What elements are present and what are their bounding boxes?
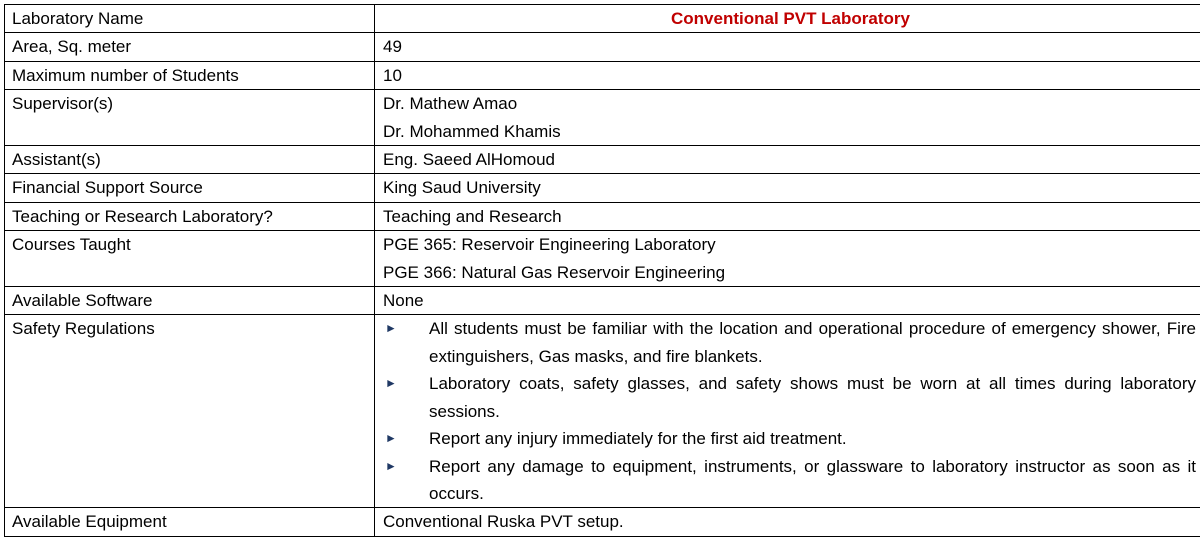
safety-rule bbox=[383, 453, 1198, 508]
max-students-value: 10 bbox=[375, 61, 1200, 89]
row-label: Area, Sq. meter bbox=[5, 33, 375, 61]
safety-value bbox=[375, 315, 1200, 508]
supervisor-name: Dr. Mathew Amao bbox=[383, 94, 518, 114]
row-label: Safety Regulations bbox=[5, 315, 375, 508]
course-item: PGE 365: Reservoir Engineering Laboratory bbox=[383, 235, 716, 255]
supervisor-name: Dr. Mohammed Khamis bbox=[383, 121, 561, 141]
table-row bbox=[5, 202, 1200, 230]
row-label: Available Equipment bbox=[5, 508, 375, 536]
table-row bbox=[5, 174, 1200, 202]
safety-rule bbox=[383, 425, 1198, 452]
table-row bbox=[5, 5, 1200, 33]
funding-value: King Saud University bbox=[375, 174, 1200, 202]
triangle-right-icon: ► bbox=[385, 431, 397, 446]
triangle-right-icon: ► bbox=[385, 376, 397, 391]
safety-rule-text: All students must be familiar with the location and operational procedure of emergency shower, Fire extinguishers, Gas masks, and fire blankets. bbox=[429, 319, 1196, 366]
table-row bbox=[5, 315, 1200, 508]
safety-rule-text: Report any injury immediately for the first aid treatment. bbox=[429, 429, 847, 449]
safety-rule-text: Report any damage to equipment, instruments, or glassware to laboratory instructor as soon as it occurs. bbox=[429, 456, 1196, 503]
lab-name-title: Conventional PVT Laboratory bbox=[375, 5, 1200, 33]
row-label: Financial Support Source bbox=[5, 174, 375, 202]
triangle-right-icon: ► bbox=[385, 321, 397, 336]
lab-info-table bbox=[4, 4, 1200, 537]
supervisors-value bbox=[375, 90, 1200, 146]
row-label: Maximum number of Students bbox=[5, 61, 375, 89]
area-value: 49 bbox=[375, 33, 1200, 61]
safety-rule bbox=[383, 315, 1198, 370]
courses-value bbox=[375, 231, 1200, 287]
safety-rules-list bbox=[383, 315, 1198, 507]
lab-type-value: Teaching and Research bbox=[375, 202, 1200, 230]
lab-info-sheet bbox=[4, 4, 1196, 537]
safety-rule bbox=[383, 370, 1198, 425]
software-value: None bbox=[375, 287, 1200, 315]
table-row bbox=[5, 287, 1200, 315]
table-row bbox=[5, 231, 1200, 287]
row-label: Laboratory Name bbox=[5, 5, 375, 33]
row-label: Available Software bbox=[5, 287, 375, 315]
table-row bbox=[5, 33, 1200, 61]
table-row bbox=[5, 508, 1200, 536]
row-label: Assistant(s) bbox=[5, 146, 375, 174]
table-row bbox=[5, 90, 1200, 146]
table-row bbox=[5, 146, 1200, 174]
assistants-value: Eng. Saeed AlHomoud bbox=[375, 146, 1200, 174]
triangle-right-icon: ► bbox=[385, 458, 397, 473]
row-label: Supervisor(s) bbox=[5, 90, 375, 146]
row-label: Courses Taught bbox=[5, 231, 375, 287]
course-item: PGE 366: Natural Gas Reservoir Engineering bbox=[383, 262, 726, 282]
safety-rule-text: Laboratory coats, safety glasses, and safety shows must be worn at all times during laboratory sessions. bbox=[429, 374, 1196, 421]
equipment-value: Conventional Ruska PVT setup. bbox=[375, 508, 1200, 536]
row-label: Teaching or Research Laboratory? bbox=[5, 202, 375, 230]
table-row bbox=[5, 61, 1200, 89]
